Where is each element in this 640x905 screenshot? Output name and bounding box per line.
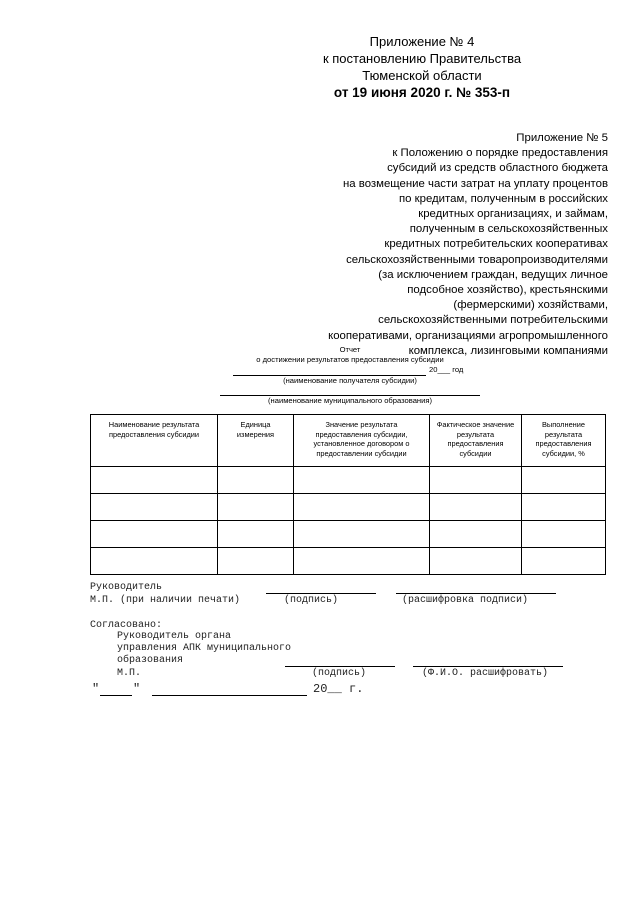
agency-signature-line [285, 666, 395, 667]
table-cell [91, 521, 218, 548]
agency-fio-line [413, 666, 563, 667]
date-month-line [152, 695, 307, 696]
appendix-4-title: Приложение № 4 [369, 34, 475, 49]
agreed-label: Согласовано: [90, 620, 163, 631]
appendix-4-region: Тюменской области [362, 68, 482, 83]
appendix-5-line: кредитных потребительских кооперативах [384, 238, 608, 251]
appendix-5-line: подсобное хозяйство), крестьянскими [407, 284, 608, 297]
table-cell [294, 548, 430, 575]
table-cell [294, 467, 430, 494]
agency-line-1: Руководитель органа [117, 631, 232, 642]
appendix-5-line: на возмещение части затрат на уплату процентов [343, 177, 608, 190]
table-cell [522, 548, 606, 575]
head-signature-line [266, 593, 376, 594]
date-year: 20__ г. [313, 682, 364, 696]
head-decode-line [396, 593, 556, 594]
agency-mp-label: М.П. [117, 668, 142, 679]
appendix-5-line: (за исключением граждан, ведущих личное [378, 268, 608, 281]
table-cell [218, 548, 294, 575]
report-subtitle: о достижении результатов предоставления субсидии [256, 355, 444, 364]
header-unit: Единица измерения [218, 415, 294, 467]
decode-caption: (расшифровка подписи) [402, 595, 529, 606]
report-table [90, 414, 606, 575]
agency-line-2: управления АПК муниципального [117, 643, 292, 654]
header-actual-value: Фактическое значение результата предоставления субсидии [430, 415, 522, 467]
table-row [91, 467, 606, 494]
recipient-caption: (наименование получателя субсидии) [283, 376, 417, 385]
table-cell [218, 467, 294, 494]
report-heading [90, 345, 610, 405]
agency-signature-caption: (подпись) [312, 668, 367, 679]
table-row [91, 521, 606, 548]
date-open-quote: " [92, 682, 100, 696]
table-cell [91, 467, 218, 494]
table-row [91, 494, 606, 521]
table-cell [91, 548, 218, 575]
table-row [91, 548, 606, 575]
report-year: 20___ год [429, 365, 464, 374]
appendix-5-block [278, 131, 608, 359]
appendix-5-line: комплекса, лизинговыми компаниями [408, 344, 608, 357]
signature-caption: (подпись) [284, 595, 339, 606]
appendix-5-line: сельскохозяйственными товаропроизводителями [346, 253, 608, 266]
appendix-5-line: полученным в сельскохозяйственных [409, 223, 608, 236]
table-cell [522, 467, 606, 494]
fio-caption: (Ф.И.О. расшифровать) [422, 668, 549, 679]
table-cell [218, 494, 294, 521]
table-cell [522, 494, 606, 521]
appendix-5-title: Приложение № 5 [516, 132, 608, 144]
appendix-5-line: по кредитам, полученным в российских [398, 192, 608, 205]
appendix-5-line: кредитных организациях, и займам, [418, 208, 608, 221]
header-completion: Выполнение результата предоставления субсидии, % [522, 415, 606, 467]
appendix-5-line: (фермерскими) хозяйствами, [453, 299, 608, 312]
appendix-5-line: сельскохозяйственными потребительскими [378, 314, 608, 327]
appendix-4-date: от 19 июня 2020 г. № 353-п [333, 85, 511, 100]
table-header-row [91, 415, 606, 467]
appendix-4-block [252, 33, 592, 101]
mp-seal-label: М.П. (при наличии печати) [90, 595, 241, 606]
table-cell [294, 521, 430, 548]
table-cell [91, 494, 218, 521]
municipality-caption: (наименование муниципального образования) [268, 396, 432, 405]
date-day-line [100, 695, 132, 696]
appendix-5-line: кооперативами, организациями агропромышленного [328, 329, 608, 342]
table-cell [294, 494, 430, 521]
table-cell [430, 548, 522, 575]
table-cell [430, 494, 522, 521]
report-title: Отчет [339, 345, 361, 354]
appendix-5-line: субсидий из средств областного бюджета [387, 162, 608, 175]
appendix-5-line: к Положению о порядке предоставления [392, 147, 608, 160]
date-close-quote: " [133, 682, 141, 696]
agency-line-3: образования [117, 655, 184, 666]
header-planned-value: Значение результата предоставления субсидии, установленное договором о предоставлении субсидии [294, 415, 430, 467]
table-cell [430, 521, 522, 548]
header-result-name: Наименование результата предоставления субсидии [91, 415, 218, 467]
table-cell [430, 467, 522, 494]
head-label: Руководитель [90, 582, 163, 593]
table-cell [522, 521, 606, 548]
table-cell [218, 521, 294, 548]
appendix-4-resolution: к постановлению Правительства [322, 51, 522, 66]
